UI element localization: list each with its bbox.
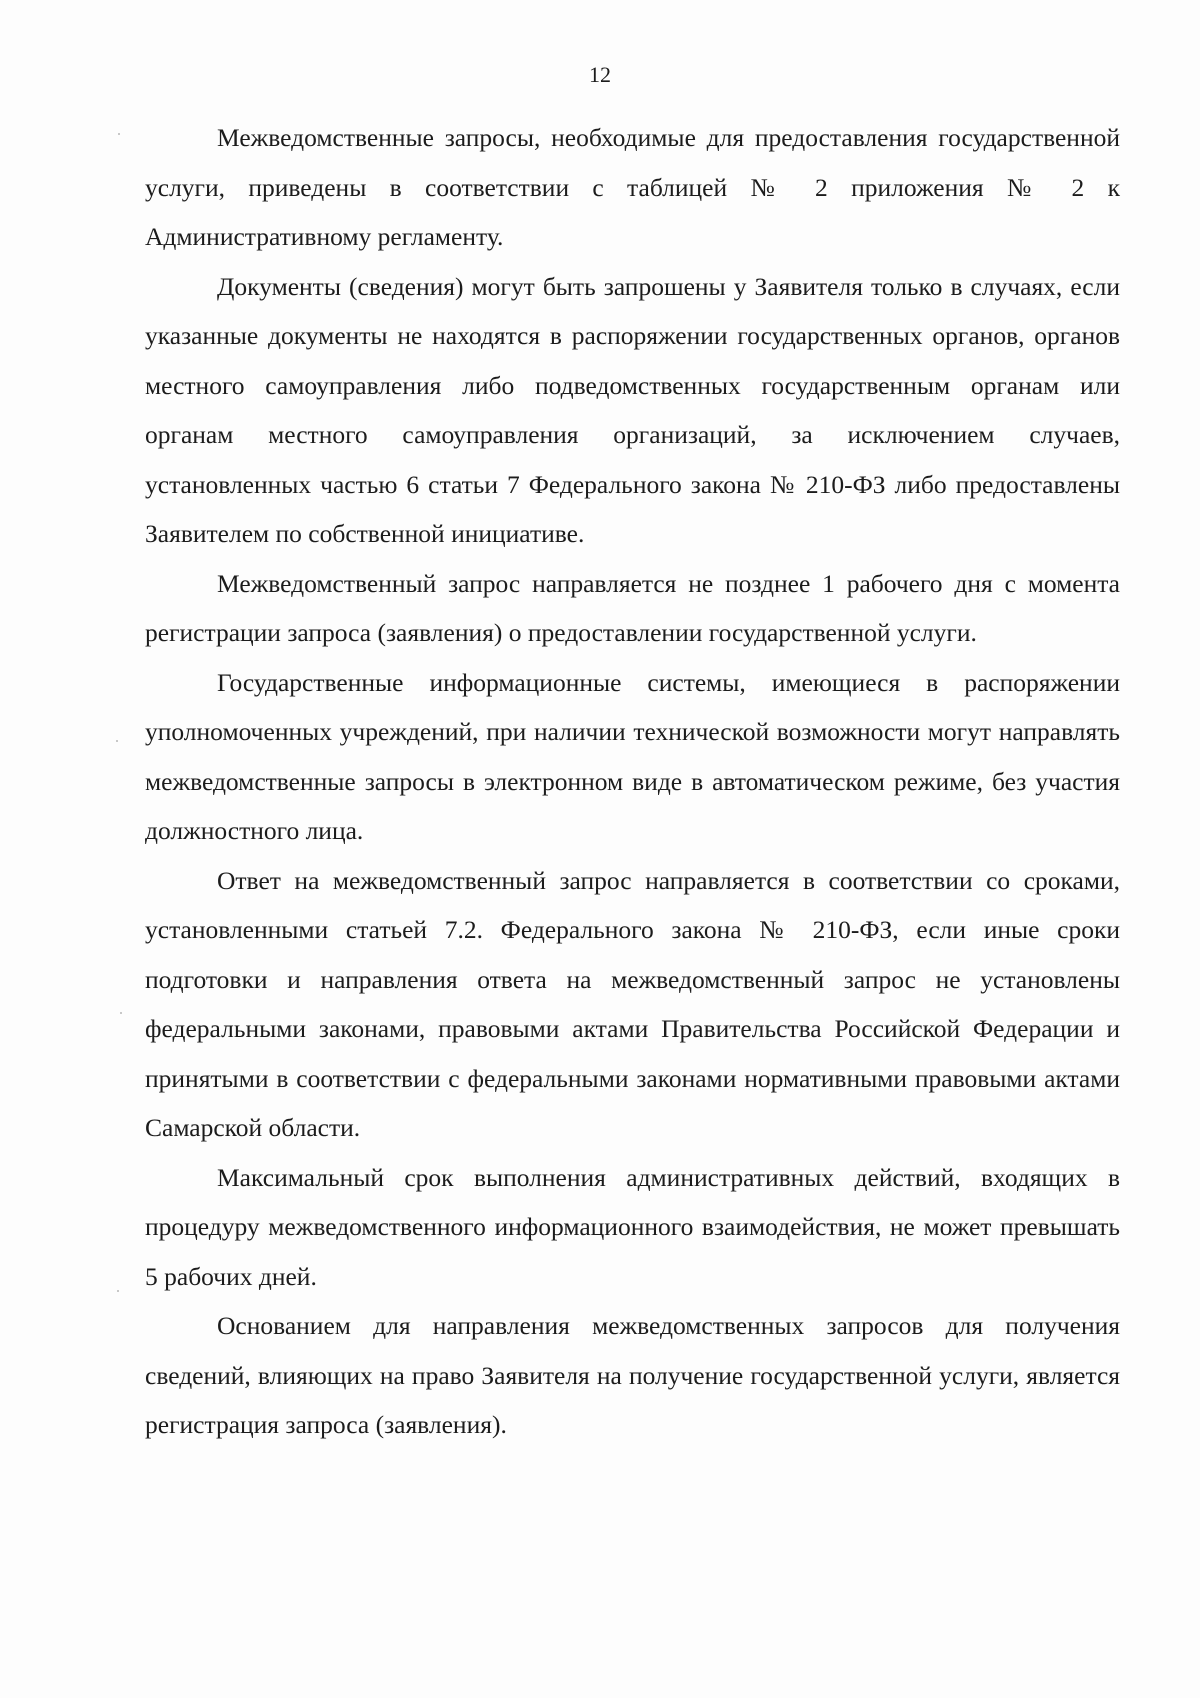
scan-speck xyxy=(120,1012,122,1014)
paragraph-request-basis: Основанием для направления межведомственных запросов для получения сведений, влияющих на право Заявителя на получение государственной услуги, является регистрация запроса (заявления). xyxy=(145,1311,1120,1439)
document-body xyxy=(145,113,1120,1450)
page-number: 12 xyxy=(589,62,611,87)
scan-speck xyxy=(117,1290,119,1292)
scan-speck xyxy=(118,133,120,135)
paragraph-request-deadline: Межведомственный запрос направляется не позднее 1 рабочего дня с момента регистрации запроса (заявления) о предоставлении государственной услуги. xyxy=(145,568,1120,647)
paragraph-information-systems: Государственные информационные системы, имеющиеся в распоряжении уполномоченных учреждений, при наличии технической возможности могут направлять межведомственные запросы в электронном виде в автоматическом режиме, без участия должностного лица. xyxy=(145,667,1120,845)
paragraph-documents-request: Документы (сведения) могут быть запрошены у Заявителя только в случаях, если указанные документы не находятся в распоряжении государственных органов, органов местного самоуправления либо подведомственных государственным органам или органам местного самоуправления организаций, за исключением случаев, установленных частью 6 статьи 7 Федерального закона № 210-ФЗ либо предоставлены Заявителем по собственной инициативе. xyxy=(145,271,1120,548)
paragraph-interagency-requests: Межведомственные запросы, необходимые для предоставления государственной услуги, приведены в соответствии с таблицей № 2 приложения № 2 к Административному регламенту. xyxy=(145,123,1120,251)
paragraph-maximum-term: Максимальный срок выполнения административных действий, входящих в процедуру межведомственного информационного взаимодействия, не может превышать 5 рабочих дней. xyxy=(145,1162,1120,1291)
paragraph-response-terms: Ответ на межведомственный запрос направляется в соответствии со сроками, установленными статьей 7.2. Федерального закона № 210-ФЗ, если иные сроки подготовки и направления ответа на межведомственный запрос не установлены федеральными законами, правовыми актами Правительства Российской Федерации и принятыми в соответствии с федеральными законами нормативными правовыми актами Самарской области. xyxy=(145,865,1120,1142)
scan-speck xyxy=(116,740,118,742)
